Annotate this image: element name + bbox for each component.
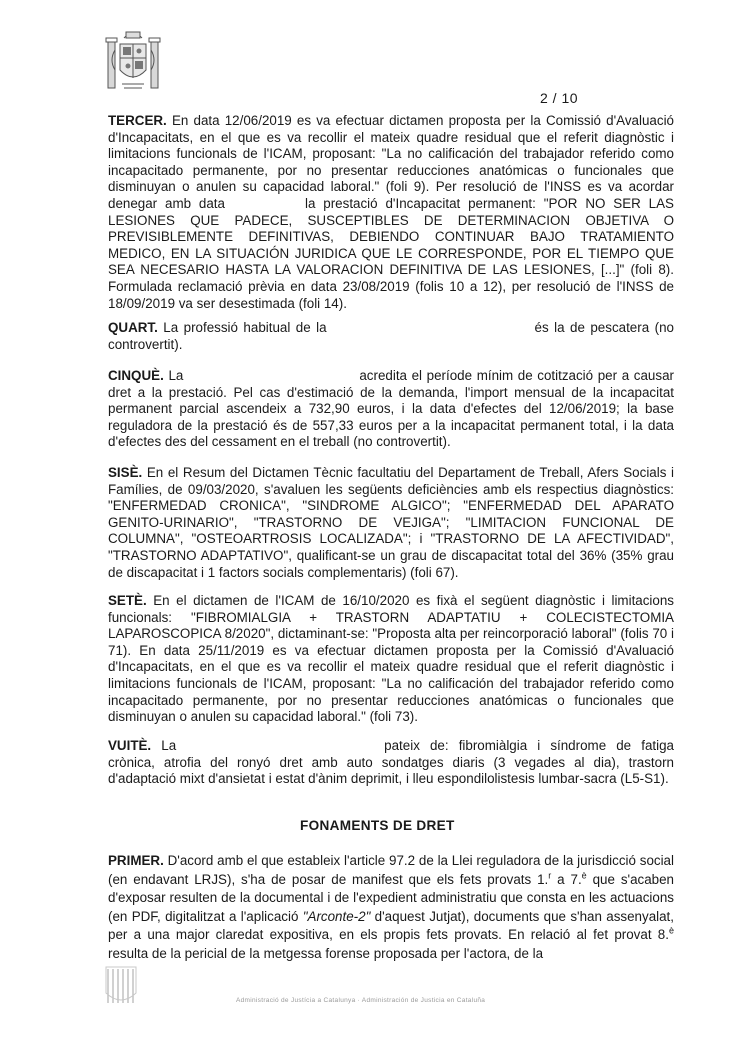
coat-of-arms-logo [104, 28, 162, 98]
paragraph-text: a 7. [551, 871, 582, 887]
footer-text: Administració de Justícia a Catalunya · Administración de Justicia en Cataluña [236, 997, 486, 1004]
paragraph-label: SISÈ. [108, 465, 143, 480]
superscript: r [548, 870, 552, 881]
paragraph-text: La [168, 368, 184, 383]
paragraph-text: La professió habitual de la [163, 320, 327, 335]
paragraph-text: és la de pescatera (no controvertit). [108, 320, 674, 352]
paragraph-cinque [108, 368, 674, 451]
superscript: è [668, 925, 674, 936]
paragraph-vuite [108, 738, 674, 788]
justice-seal-logo [104, 965, 138, 1007]
italic-text: "Arconte-2" [302, 908, 371, 924]
paragraph-label: SETÈ. [108, 593, 147, 608]
paragraph-text: La [161, 738, 177, 753]
section-heading: FONAMENTS DE DRET [300, 818, 455, 833]
superscript: è [581, 870, 587, 881]
paragraph-quart [108, 320, 674, 353]
paragraph-text: resulta de la pericial de la metgessa forense proposada per l'actora, de la [108, 945, 544, 961]
paragraph-text: En el dictamen de l'ICAM de 16/10/2020 es fixà el següent diagnòstic i limitacions funcionals: "FIBROMIALGIA + TRASTORN ADAPTATIU + COLECISTECTOMIA LAPAROSCOPICA 8/2020", dictaminant-se: "Proposta alta per reincorporació laboral" (folis 70 i 71). En data 25/11/2019 es va efectuar dictamen proposta per la Comissió d'Avaluació d'Incapacitats, en el que es va recollir el mateix quadre residual que el referit diagnòstic i limitacions funcionals de l'ICAM, proposant: "La no calificación del trabajador referido como incapacitado permanente, por no presentar reducciones anatómicas o funcionales que disminuyan o anulen su capacidad laboral." (foli 73). [108, 593, 674, 725]
paragraph-text: la prestació d'Incapacitat permanent: "POR NO SER LAS LESIONES QUE PADECE, SUSCEPTIBLES DE DETERMINACION OBJETIVA O PREVISIBLEMENTE DEFINITIVAS, DEBIENDO CONTINUAR BAJO TRATAMIENTO MEDICO, EN LA SITUACIÓN JURIDICA QUE LE CORRESPONDE, POR EL TIEMPO QUE SEA NECESARIO HASTA LA VALORACION DEFINITIVA DE LAS LESIONES, [...]" (foli 8). Formulada reclamació prèvia en data 23/08/2019 (folis 10 a 12), per resolució de l'INSS de 18/09/2019 va ser desestimada (foli 14). [108, 195, 674, 311]
paragraph-text: acredita el període mínim de cotització per a causar dret a la prestació. Pel cas d'estimació de la demanda, l'import mensual de la incapacitat permanent parcial ascendeix a 732,90 euros, i la data d'efectes del 12/06/2019; la base reguladora de la prestació és de 557,33 euros per a la incapacitat permanent total, i la data d'efectes des del cessament en el treball (no controvertit). [108, 368, 674, 450]
paragraph-text: D'acord amb el que estableix l'article 97.2 de la Llei reguladora de la jurisdicció social (en endavant LRJS), s'ha de posar de manifest que els fets provats 1. [108, 853, 674, 887]
paragraph-sise [108, 465, 674, 581]
paragraph-text: En el Resum del Dictamen Tècnic facultatiu del Departament de Treball, Afers Socials i Famílies, de 09/03/2020, s'avaluen les següents deficiències amb els respectius diagnòstics: "ENFERMEDAD CRONICA", "SINDROME ALGICO"; "ENFERMEDAD DEL APARATO GENITO-URINARIO", "TRASTORNO DE VEJIGA"; "LIMITACION FUNCIONAL DE COLUMNA", "OSTEOARTROSIS LOCALIZADA"; i "TRASTORNO DE LA AFECTIVIDAD", "TRASTORNO ADAPTATIVO", qualificant-se un grau de discapacitat total del 36% (35% grau de discapacitat i 1 factors socials complementaris) (foli 67). [108, 465, 674, 580]
paragraph-text: que s'acaben d'exposar resulten de la documental i de l'expedient administratiu que consta en les actuacions (en PDF, digitalitzat a l'aplicació [108, 871, 674, 924]
paragraph-sete [108, 593, 674, 726]
paragraph-text: d'aquest Jutjat), documents que s'han assenyalat, per a una major claredat expositiva, en els propis fets provats. En relació al fet provat 8. [108, 908, 675, 943]
paragraph-label: PRIMER. [108, 853, 164, 868]
paragraph-label: TERCER. [108, 113, 167, 128]
paragraph-label: QUART. [108, 320, 158, 335]
page-number: 2 / 10 [540, 90, 579, 106]
paragraph-primer [108, 852, 674, 964]
paragraph-text: pateix de: fibromiàlgia i síndrome de fatiga crònica, atrofia del ronyó dret amb auto sondatges diaris (3 vegades al dia), trastorn d'adaptació mixt d'ansietat i estat d'ànim deprimit, i lleu espondilolistesis lumbar-sacra (L5-S1). [108, 738, 674, 787]
paragraph-label: CINQUÈ. [108, 368, 164, 383]
paragraph-tercer [108, 113, 674, 312]
paragraph-label: VUITÈ. [108, 738, 152, 753]
paragraph-text: En data 12/06/2019 es va efectuar dictamen proposta per la Comissió d'Avaluació d'Incapacitats, en el que es va recollir el mateix quadre residual que el referit diagnòstic i limitacions funcionals de l'ICAM, proposant: "La no calificación del trabajador referido como incapacitado permanente, por no presentar reducciones anatómicas o funcionales que disminuyan o anulen su capacidad laboral." (foli 9). Per resolució de l'INSS es va acordar denegar amb data [108, 113, 674, 211]
